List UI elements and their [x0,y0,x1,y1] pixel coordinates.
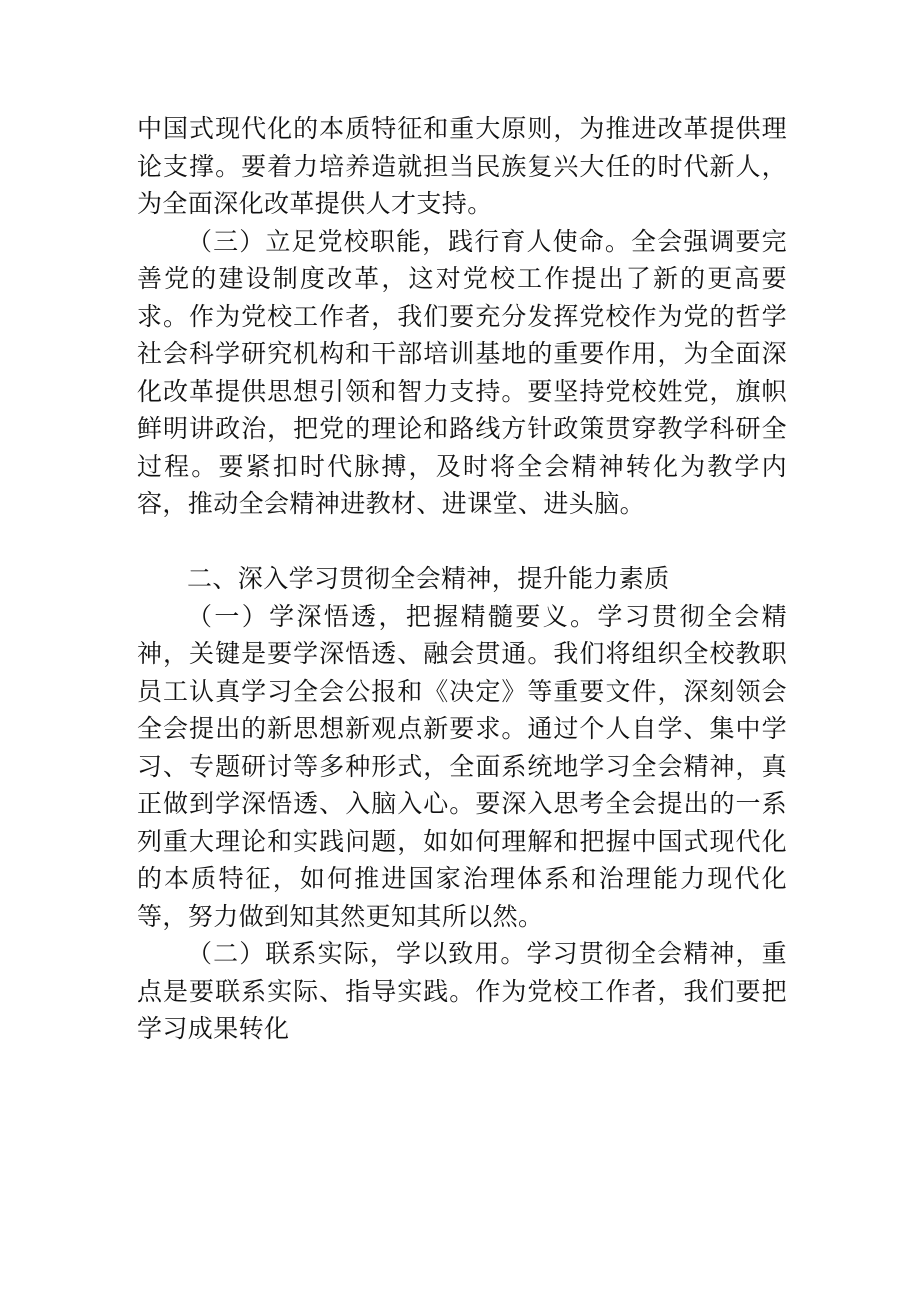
paragraph-section-three: （三）立足党校职能，践行育人使命。全会强调要完善党的建设制度改革，这对党校工作提出了新的更高要求。作为党校工作者，我们要充分发挥党校作为党的哲学社会科学研究机构和干部培训基地的重要作用，为全面深化改革提供思想引领和智力支持。要坚持党校姓党，旗帜鲜明讲政治，把党的理论和路线方针政策贯穿教学科研全过程。要紧扣时代脉搏，及时将全会精神转化为教学内容，推动全会精神进教材、进课堂、进头脑。 [137,226,787,518]
section-heading: 二、深入学习贯彻全会精神，提升能力素质 [187,564,670,593]
paragraph-continuation: 中国式现代化的本质特征和重大原则，为推进改革提供理论支撑。要着力培养造就担当民族复兴大任的时代新人，为全面深化改革提供人才支持。 [137,114,787,218]
paragraph-gap [137,523,787,561]
paragraph-subsection-two: （二）联系实际，学以致用。学习贯彻全会精神，重点是要联系实际、指导实践。作为党校工作者，我们要把学习成果转化 [137,939,787,1043]
paragraph-subsection-one: （一）学深悟透，把握精髓要义。学习贯彻全会精神，关键是要学深悟透、融会贯通。我们将组织全校教职员工认真学习全会公报和《决定》等重要文件，深刻领会全会提出的新思想新观点新要求。通过个人自学、集中学习、专题研讨等多种形式，全面系统地学习全会精神，真正做到学深悟透、入脑入心。要深入思考全会提出的一系列重大理论和实践问题，如如何理解和把握中国式现代化的本质特征，如何推进国家治理体系和治理能力现代化等，努力做到知其然更知其所以然。 [137,601,787,931]
document-body [137,110,787,1048]
